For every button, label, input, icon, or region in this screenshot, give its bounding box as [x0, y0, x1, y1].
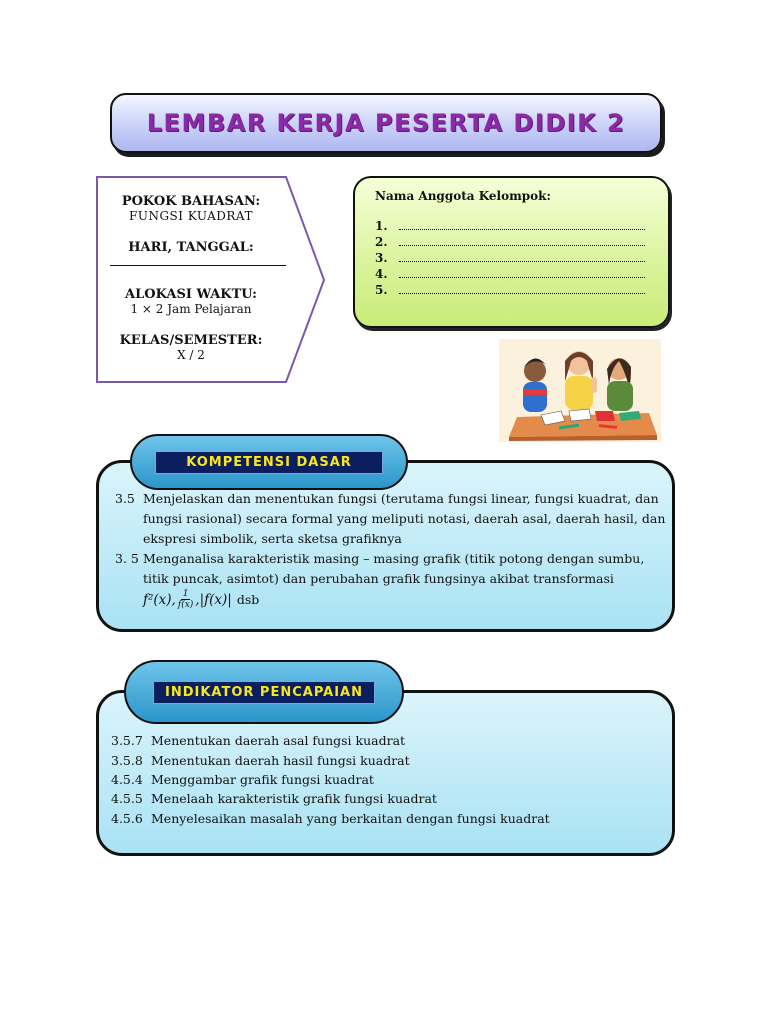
member-row[interactable]: [375, 251, 645, 265]
member-line: [399, 283, 645, 294]
fraction-numerator: 1: [182, 589, 189, 599]
fraction-denominator: f(x): [177, 600, 194, 610]
indikator-text: Menyelesaikan masalah yang berkaitan dengan fungsi kuadrat: [151, 811, 550, 826]
indikator-item: [111, 731, 405, 750]
hari-tanggal-line: [110, 265, 286, 266]
indikator-item: [111, 770, 374, 789]
kd-item-line: ekspresi simbolik, serta sketsa grafiknya: [143, 531, 402, 546]
kd-item-line: titik puncak, asimtot) dan perubahan grafik fungsinya akibat transformasi: [143, 571, 614, 586]
indikator-number: 3.5.7: [111, 733, 143, 748]
kelas-semester-label: KELAS/SEMESTER:: [119, 333, 263, 348]
member-number: 1.: [375, 219, 388, 233]
member-row[interactable]: [375, 283, 645, 297]
alokasi-waktu-label: ALOKASI WAKTU:: [125, 287, 257, 302]
group-members-title: Nama Anggota Kelompok:: [375, 189, 551, 203]
alokasi-waktu-value: 1 × 2 Jam Pelajaran: [130, 302, 252, 316]
indikator-number: 4.5.6: [111, 811, 143, 826]
lesson-info-box: [96, 176, 326, 384]
students-studying-illustration: [499, 339, 661, 442]
indikator-pencapaian-tab: [124, 660, 404, 724]
formula-fraction: [178, 589, 193, 610]
indikator-text: Menentukan daerah hasil fungsi kuadrat: [151, 753, 410, 768]
member-number: 5.: [375, 283, 388, 297]
kelas-semester-value: X / 2: [177, 348, 205, 362]
member-row[interactable]: [375, 219, 645, 233]
indikator-pencapaian-heading: INDIKATOR PENCAPAIAN: [153, 681, 375, 704]
kd-item-number: 3.5: [115, 491, 135, 506]
title-banner: [110, 93, 662, 153]
member-line: [399, 267, 645, 278]
kd-item-line: Menganalisa karakteristik masing – masing grafik (titik potong dengan sumbu,: [143, 551, 645, 566]
kd-item-number: 3. 5: [115, 551, 139, 566]
kompetensi-dasar-tab: [130, 434, 408, 490]
indikator-text: Menentukan daerah asal fungsi kuadrat: [151, 733, 406, 748]
member-number: 2.: [375, 235, 388, 249]
indikator-text: Menelaah karakteristik grafik fungsi kuadrat: [151, 791, 437, 806]
member-line: [399, 235, 645, 246]
kd-item-line: Menjelaskan dan menentukan fungsi (terutama fungsi linear, fungsi kuadrat, dan: [143, 491, 659, 506]
indikator-text: Menggambar grafik fungsi kuadrat: [151, 772, 374, 787]
page-title: LEMBAR KERJA PESERTA DIDIK 2: [146, 109, 626, 137]
indikator-number: 4.5.5: [111, 791, 143, 806]
kd-item-line: fungsi rasional) secara formal yang meliputi notasi, daerah asal, daerah hasil, dan: [143, 511, 666, 526]
indikator-item: [111, 751, 410, 770]
pokok-bahasan-value: FUNGSI KUADRAT: [129, 209, 253, 223]
formula-part: f²(x),: [143, 591, 176, 608]
hari-tanggal-label: HARI, TANGGAL:: [128, 240, 254, 255]
member-row[interactable]: [375, 235, 645, 249]
member-number: 3.: [375, 251, 388, 265]
member-line: [399, 251, 645, 262]
indikator-item: [111, 789, 437, 808]
pokok-bahasan-label: POKOK BAHASAN:: [121, 194, 261, 209]
member-row[interactable]: [375, 267, 645, 281]
formula-suffix: dsb: [236, 592, 260, 607]
indikator-number: 4.5.4: [111, 772, 143, 787]
indikator-number: 3.5.8: [111, 753, 143, 768]
group-members-box: [353, 176, 670, 328]
formula-part: ,|f(x)|: [195, 591, 232, 608]
member-number: 4.: [375, 267, 388, 281]
transform-formula: [143, 589, 259, 610]
member-line: [399, 219, 645, 230]
indikator-item: [111, 809, 550, 828]
kompetensi-dasar-heading: KOMPETENSI DASAR: [155, 451, 383, 474]
